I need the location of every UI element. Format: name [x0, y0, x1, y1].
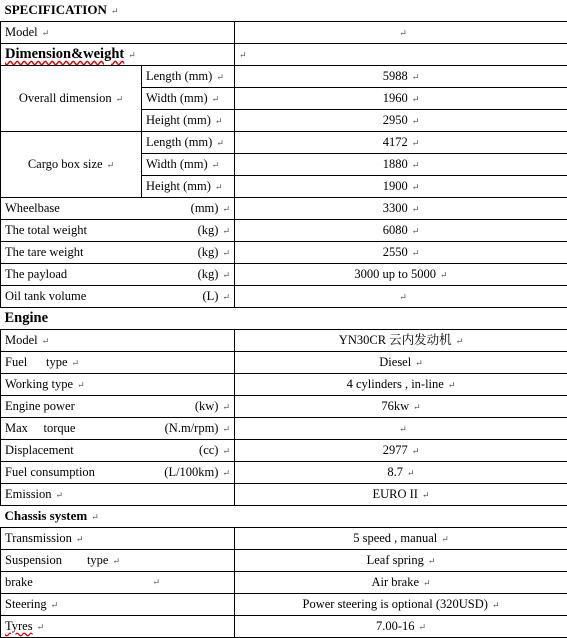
model-row — [1, 22, 567, 44]
mark: ↵ — [492, 600, 500, 610]
mark: ↵ — [399, 292, 407, 302]
suspension-value — [235, 549, 567, 571]
payload-label-cell — [1, 264, 235, 286]
tyres-value — [235, 615, 567, 637]
dimension-rows-1-label: The total weight — [5, 220, 87, 241]
cargo-length-row — [1, 132, 567, 154]
fuel-type-label — [1, 351, 235, 373]
mark: ↵ — [222, 402, 230, 412]
max-torque-value — [235, 417, 567, 439]
oil-tank-label-cell — [1, 286, 235, 308]
mark: ↵ — [419, 622, 427, 632]
engine-rows-4-unit: (N.m/rpm) — [165, 421, 219, 435]
chassis-rows-3-value: Power steering is optional (320USD) — [303, 597, 488, 611]
max-torque-row — [1, 417, 567, 439]
mark: ↵ — [407, 468, 415, 478]
mark: ↵ — [222, 204, 230, 214]
mark: ↵ — [116, 94, 124, 104]
mark: ↵ — [415, 358, 423, 368]
engine-rows-6-value: 8.7 — [387, 465, 403, 479]
mark: ↵ — [216, 72, 224, 82]
dimension-cargo-rows-0-label: Length (mm) — [146, 135, 212, 149]
mark: ↵ — [91, 512, 99, 522]
engine-rows-4-label: Max torque — [5, 418, 75, 439]
dimension-cargo-rows-2-value: 1900 — [383, 179, 408, 193]
emission-value — [235, 483, 567, 505]
brake-row — [1, 571, 567, 593]
mark: ↵ — [412, 94, 420, 104]
mark: ↵ — [222, 424, 230, 434]
cargo-width-value — [235, 154, 567, 176]
transmission-value — [235, 527, 567, 549]
cargo-length-label — [142, 132, 235, 154]
overall-width-value — [235, 88, 567, 110]
mark: ↵ — [413, 402, 421, 412]
mark: ↵ — [212, 160, 220, 170]
engine-rows-3-value: 76kw — [381, 399, 409, 413]
overall-height-value — [235, 110, 567, 132]
engine-rows-7-value: EURO II — [372, 487, 417, 501]
overall-height-label — [142, 110, 235, 132]
steering-row — [1, 593, 567, 615]
fuel-consumption-value — [235, 461, 567, 483]
model-label-cell — [1, 22, 235, 44]
transmission-row — [1, 527, 567, 549]
suspension-row — [1, 549, 567, 571]
tare-weight-value — [235, 242, 567, 264]
chassis-heading-cell — [1, 505, 567, 527]
mark: ↵ — [412, 138, 420, 148]
payload-row — [1, 264, 567, 286]
mark: ↵ — [412, 248, 420, 258]
fuel-consumption-label — [1, 461, 235, 483]
dimension-rows-1-value: 6080 — [383, 223, 408, 237]
dimension-rows-3-label: The payload — [5, 264, 67, 285]
model-value-cell — [235, 22, 567, 44]
mark: ↵ — [72, 358, 80, 368]
mark: ↵ — [51, 600, 59, 610]
engine-rows-3-unit: (kw) — [195, 399, 219, 413]
mark: ↵ — [422, 490, 430, 500]
chassis-rows-0-label: Transmission — [5, 531, 72, 545]
dimension-rows-2-value: 2550 — [383, 245, 408, 259]
tyres-row — [1, 615, 567, 637]
chassis-rows-2-value: Air brake — [371, 575, 419, 589]
mark: ↵ — [412, 182, 420, 192]
mark: ↵ — [222, 446, 230, 456]
mark: ↵ — [152, 572, 160, 592]
mark: ↵ — [216, 138, 224, 148]
dimension-rows-0-unit: (mm) — [191, 201, 219, 215]
mark: ↵ — [222, 226, 230, 236]
overall-length-row — [1, 66, 567, 88]
mark: ↵ — [412, 204, 420, 214]
suspension-label — [1, 549, 235, 571]
dimension-heading-value — [235, 44, 567, 66]
total-weight-value — [235, 220, 567, 242]
mark: ↵ — [107, 160, 115, 170]
fuel-type-row — [1, 351, 567, 373]
engine-model-value — [235, 329, 567, 351]
mark: ↵ — [399, 28, 407, 38]
chassis-rows-4-label: Tyres — [5, 619, 33, 633]
engine-rows-5-label: Displacement — [5, 440, 74, 461]
mark: ↵ — [412, 160, 420, 170]
mark: ↵ — [222, 468, 230, 478]
chassis-rows-3-label: Steering — [5, 597, 47, 611]
tare-weight-row — [1, 242, 567, 264]
engine-rows-5-unit: (cc) — [199, 443, 218, 457]
dimension-rows-4-unit: (L) — [202, 289, 218, 303]
mark: ↵ — [42, 336, 50, 346]
engine-heading-row — [1, 308, 567, 330]
displacement-label — [1, 439, 235, 461]
engine-model-label — [1, 329, 235, 351]
engine-rows-6-unit: (L/100km) — [164, 465, 218, 479]
mark: ↵ — [239, 50, 247, 60]
dimension-rows-3-unit: (kg) — [198, 267, 219, 281]
chassis-rows-1-value: Leaf spring — [367, 553, 424, 567]
dimension-rows-2-label: The tare weight — [5, 242, 83, 263]
mark: ↵ — [76, 534, 84, 544]
wheelbase-value — [235, 198, 567, 220]
mark: ↵ — [428, 556, 436, 566]
engine-power-row — [1, 395, 567, 417]
working-type-label — [1, 373, 235, 395]
dimension-rows-0-value: 3300 — [383, 201, 408, 215]
mark: ↵ — [412, 446, 420, 456]
dimension-heading-cell — [1, 44, 235, 66]
brake-label — [1, 571, 235, 593]
oil-tank-value — [235, 286, 567, 308]
total-weight-row — [1, 220, 567, 242]
engine-rows-1-label: Fuel type — [5, 355, 68, 369]
overall-width-label — [142, 88, 235, 110]
chassis-rows-0-value: 5 speed , manual — [353, 531, 437, 545]
working-type-value — [235, 373, 567, 395]
mark: ↵ — [42, 28, 50, 38]
overall-length-label — [142, 66, 235, 88]
mark: ↵ — [222, 270, 230, 280]
brake-value — [235, 571, 567, 593]
tare-weight-label-cell — [1, 242, 235, 264]
displacement-row — [1, 439, 567, 461]
dimension-cargo-label: Cargo box size — [28, 157, 103, 171]
wheelbase-row — [1, 198, 567, 220]
dimension-cargo-rows-1-label: Width (mm) — [146, 157, 208, 171]
engine-title: Engine — [5, 310, 49, 326]
emission-row — [1, 483, 567, 505]
mark: ↵ — [440, 270, 448, 280]
chassis-title: Chassis system — [5, 508, 88, 523]
dimension-overall-rows-0-label: Length (mm) — [146, 69, 212, 83]
engine-rows-0-label: Model — [5, 333, 38, 347]
dimension-overall-rows-0-value: 5988 — [383, 69, 408, 83]
mark: ↵ — [37, 622, 45, 632]
mark: ↵ — [399, 424, 407, 434]
total-weight-label-cell — [1, 220, 235, 242]
chassis-rows-4-value: 7.00-16 — [376, 619, 415, 633]
mark: ↵ — [441, 534, 449, 544]
engine-rows-1-value: Diesel — [379, 355, 411, 369]
engine-rows-0-value: YN30CR 云内发动机 — [339, 333, 452, 347]
engine-rows-2-value: 4 cylinders , in-line — [347, 377, 444, 391]
mark: ↵ — [111, 6, 119, 16]
dimension-cargo-rows-0-value: 4172 — [383, 135, 408, 149]
dimension-overall-label: Overall dimension — [19, 91, 112, 105]
working-type-row — [1, 373, 567, 395]
mark: ↵ — [222, 292, 230, 302]
specification-title-row — [1, 0, 567, 22]
max-torque-label — [1, 417, 235, 439]
dimension-overall-rows-1-value: 1960 — [383, 91, 408, 105]
dimension-rows-0-label: Wheelbase — [5, 198, 60, 219]
chassis-rows-2-label: brake — [5, 572, 33, 592]
fuel-type-value — [235, 351, 567, 373]
dimension-title: Dimension&weight — [5, 46, 124, 62]
mark: ↵ — [222, 248, 230, 258]
mark: ↵ — [412, 116, 420, 126]
oil-tank-row — [1, 286, 567, 308]
dimension-overall-rows-2-label: Height (mm) — [146, 113, 211, 127]
mark: ↵ — [77, 380, 85, 390]
cargo-height-value — [235, 176, 567, 198]
fuel-consumption-row — [1, 461, 567, 483]
engine-heading-cell — [1, 308, 567, 330]
cargo-width-label — [142, 154, 235, 176]
chassis-rows-1-label: Suspension type — [5, 553, 108, 567]
dimension-heading-row — [1, 44, 567, 66]
cargo-length-value — [235, 132, 567, 154]
displacement-value — [235, 439, 567, 461]
engine-rows-7-label: Emission — [5, 487, 52, 501]
steering-label — [1, 593, 235, 615]
specification-title: SPECIFICATION — [5, 2, 107, 17]
mark: ↵ — [56, 490, 64, 500]
mark: ↵ — [112, 556, 120, 566]
engine-power-label — [1, 395, 235, 417]
mark: ↵ — [128, 50, 136, 60]
engine-rows-3-label: Engine power — [5, 396, 75, 417]
cargo-height-label — [142, 176, 235, 198]
chassis-heading-row — [1, 505, 567, 527]
mark: ↵ — [412, 226, 420, 236]
mark: ↵ — [215, 116, 223, 126]
tyres-label — [1, 615, 235, 637]
cargo-box-label — [1, 132, 142, 198]
engine-model-row — [1, 329, 567, 351]
dimension-cargo-rows-2-label: Height (mm) — [146, 179, 211, 193]
engine-rows-6-label: Fuel consumption — [5, 462, 95, 483]
emission-label — [1, 483, 235, 505]
engine-rows-2-label: Working type — [5, 377, 73, 391]
dimension-rows-4-label: Oil tank volume — [5, 286, 86, 307]
overall-dimension-label — [1, 66, 142, 132]
mark: ↵ — [448, 380, 456, 390]
mark: ↵ — [423, 578, 431, 588]
dimension-overall-rows-1-label: Width (mm) — [146, 91, 208, 105]
transmission-label — [1, 527, 235, 549]
dimension-rows-3-value: 3000 up to 5000 — [354, 267, 436, 281]
wheelbase-label-cell — [1, 198, 235, 220]
dimension-rows-1-unit: (kg) — [198, 223, 219, 237]
dimension-rows-2-unit: (kg) — [198, 245, 219, 259]
model-label: Model — [5, 25, 38, 39]
payload-value — [235, 264, 567, 286]
mark: ↵ — [215, 182, 223, 192]
engine-power-value — [235, 395, 567, 417]
overall-length-value — [235, 66, 567, 88]
mark: ↵ — [456, 336, 464, 346]
dimension-overall-rows-2-value: 2950 — [383, 113, 408, 127]
engine-rows-5-value: 2977 — [383, 443, 408, 457]
steering-value — [235, 593, 567, 615]
mark: ↵ — [212, 94, 220, 104]
mark: ↵ — [412, 72, 420, 82]
dimension-cargo-rows-1-value: 1880 — [383, 157, 408, 171]
